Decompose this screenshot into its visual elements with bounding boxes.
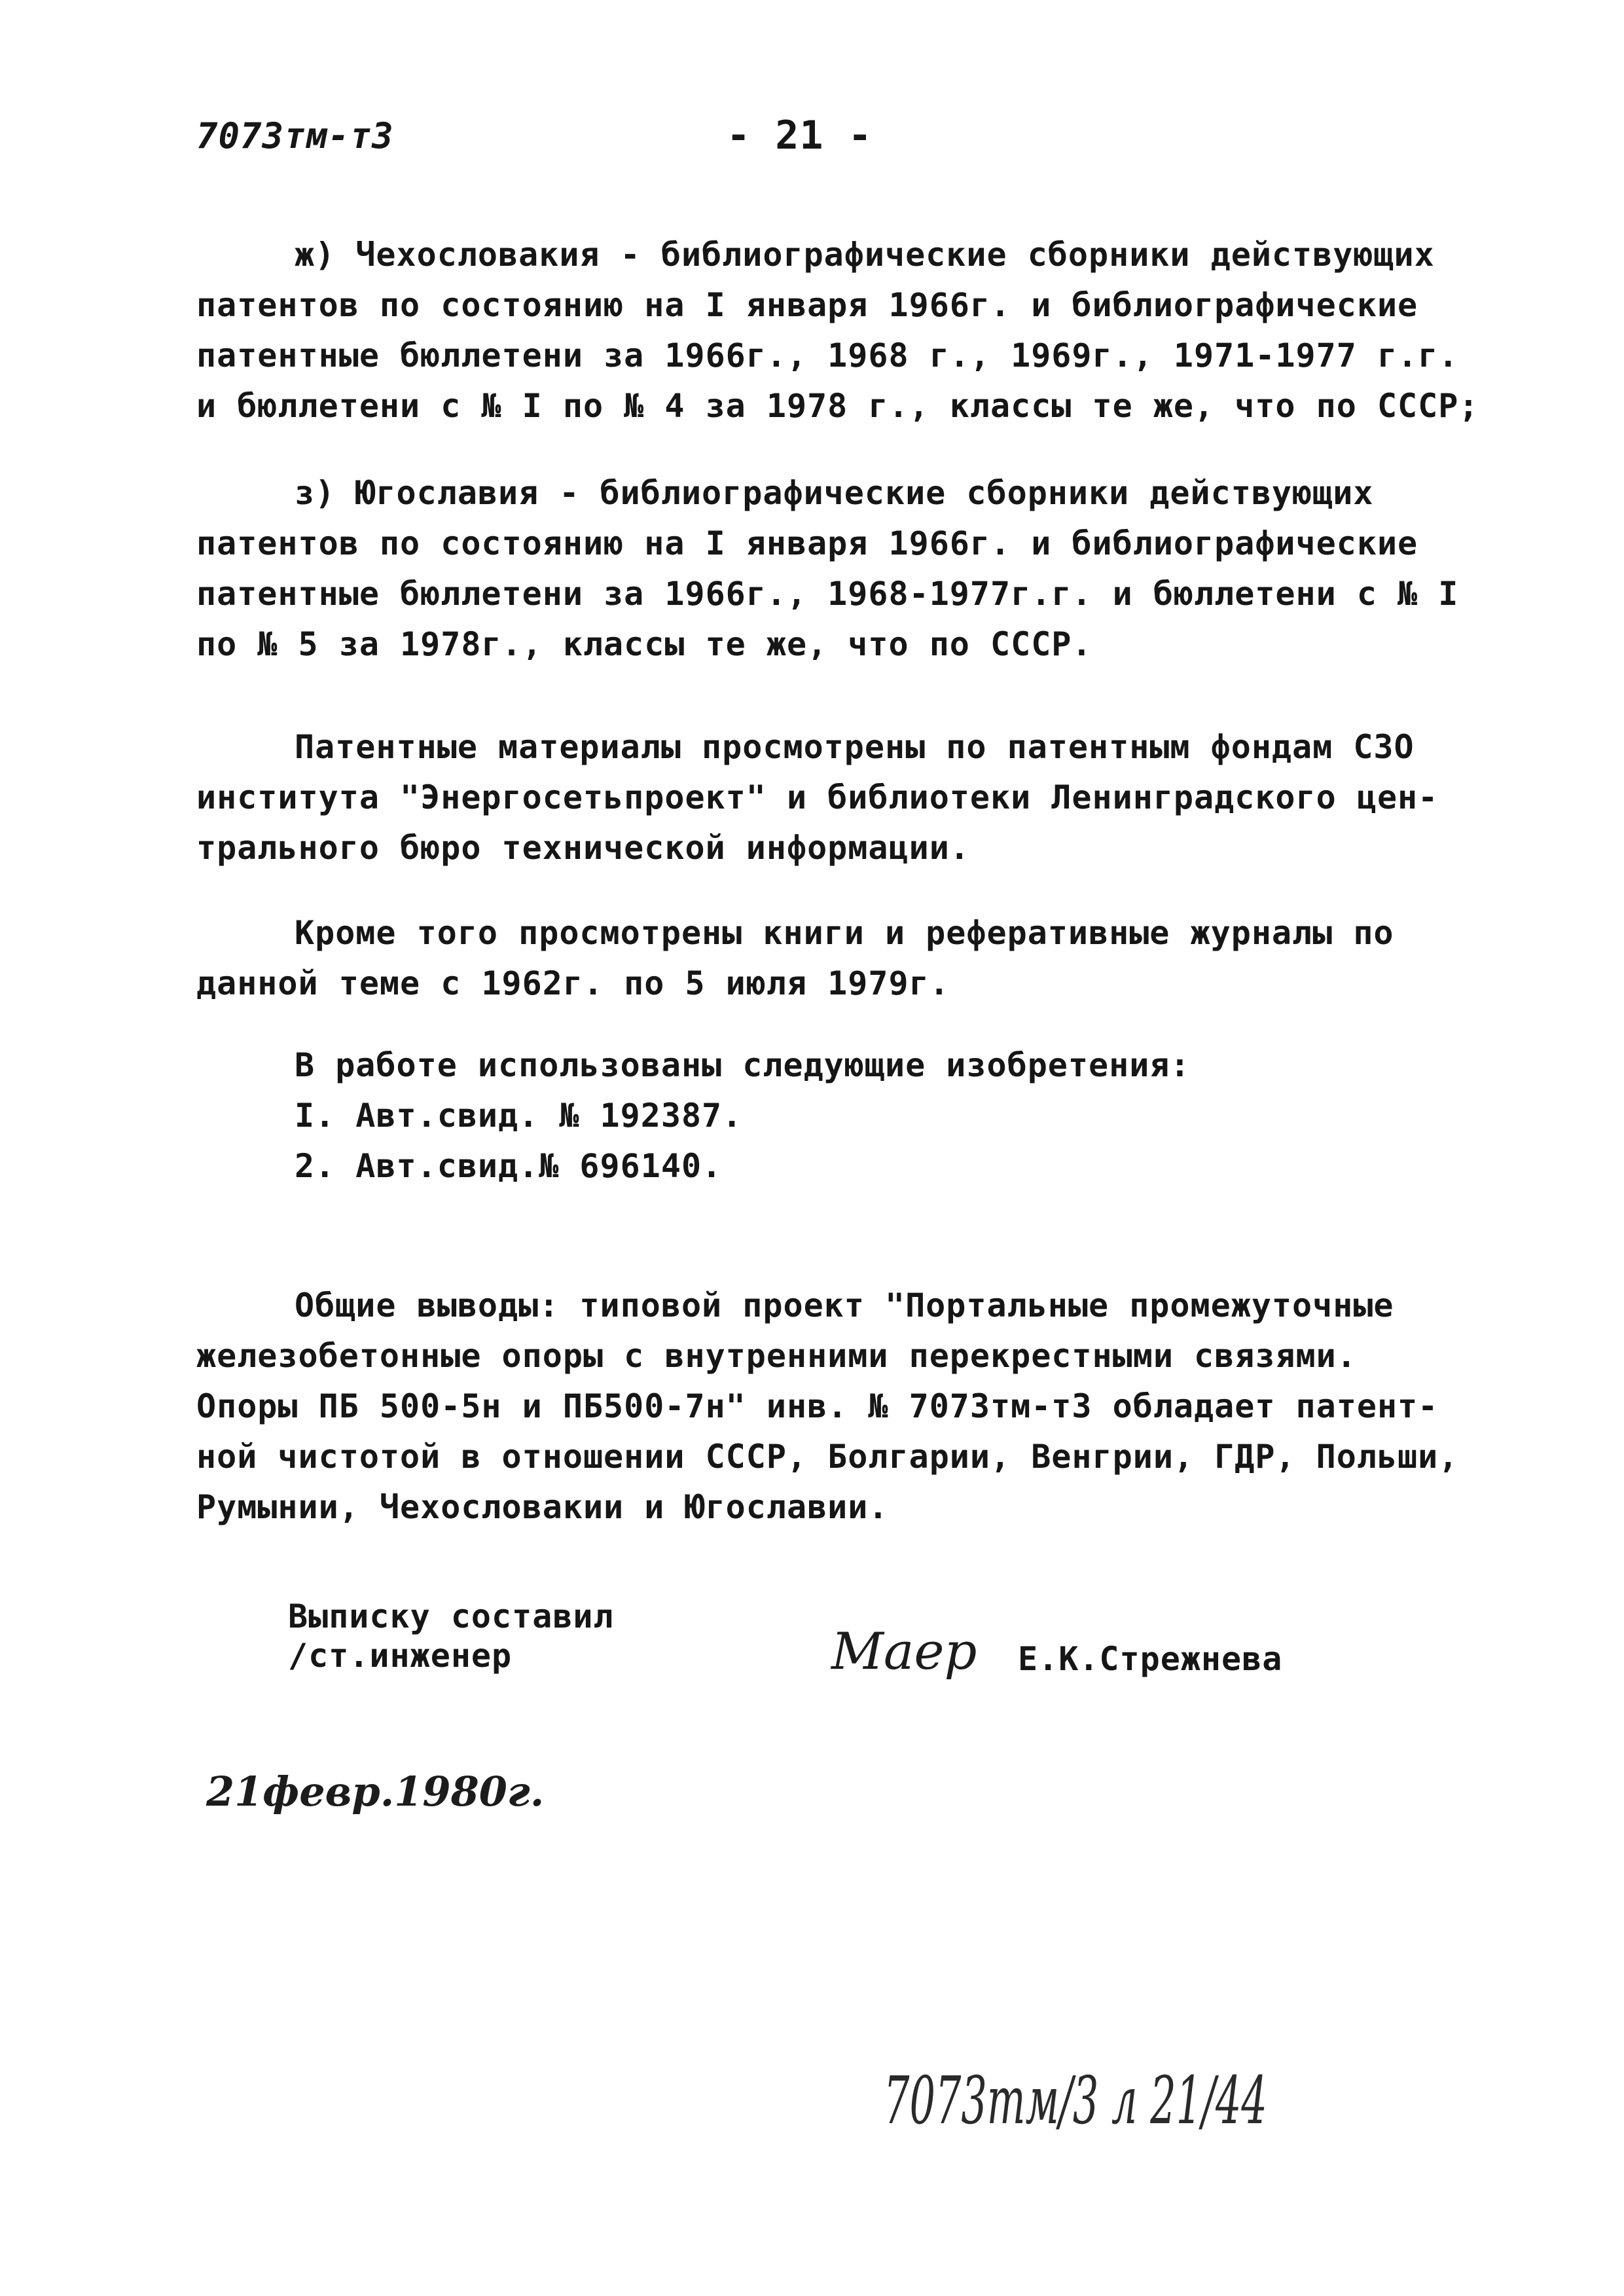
conclusions-line: Румынии, Чехословакии и Югославии. (196, 1488, 889, 1526)
section-czechoslovakia-line: патентов по состоянию на I января 1966г. и библиографические (196, 286, 1418, 324)
conclusions-line: железобетонные опоры с внутренними перекрестными связями. (196, 1337, 1357, 1375)
document-date: 21февр.1980г. (206, 1768, 545, 1815)
compiled-by-position: /ст.инженер (288, 1637, 513, 1675)
conclusions-line: Общие выводы: типовой проект "Портальные промежуточные (295, 1286, 1394, 1324)
materials-line: института "Энергосетьпроект" и библиотеки Ленинградского цен- (196, 778, 1439, 816)
additional-sources-line: данной теме с 1962г. по 5 июля 1979г. (196, 964, 950, 1002)
materials-line: трального бюро технической информации. (196, 829, 970, 867)
handwritten-signature: Маер (831, 1622, 977, 1681)
archive-mark: 7073тм/3 л 21/44 (884, 2062, 1267, 2139)
compiled-by-label: Выписку составил (288, 1597, 614, 1635)
section-yugoslavia-line: патентов по состоянию на I января 1966г. и библиографические (196, 524, 1418, 562)
additional-sources-line: Кроме того просмотрены книги и реферативные журналы по (295, 914, 1394, 952)
section-yugoslavia-line: з) Югославия - библиографические сборники действующих (295, 474, 1374, 512)
conclusions-line: ной чистотой в отношении СССР, Болгарии, Венгрии, ГДР, Польши, (196, 1438, 1459, 1476)
signer-name: Е.К.Стрежнева (1018, 1640, 1283, 1678)
section-czechoslovakia-line: и бюллетени с № I по № 4 за 1978 г., классы те же, что по СССР; (196, 387, 1479, 425)
materials-line: Патентные материалы просмотрены по патентным фондам СЗО (295, 728, 1415, 766)
section-yugoslavia-line: по № 5 за 1978г., классы те же, что по СССР. (196, 625, 1092, 663)
inventions-intro: В работе использованы следующие изобретения: (295, 1046, 1191, 1084)
section-yugoslavia-line: патентные бюллетени за 1966г., 1968-1977г.г. и бюллетени с № I (196, 575, 1459, 613)
section-czechoslovakia-line: ж) Чехословакия - библиографические сборники действующих (295, 236, 1435, 274)
page-number: - 21 - (727, 113, 873, 158)
section-czechoslovakia-line: патентные бюллетени за 1966г., 1968 г., 1969г., 1971-1977 г.г. (196, 337, 1459, 374)
document-code: 7073тм-т3 (196, 115, 394, 156)
conclusions-line: Опоры ПБ 500-5н и ПБ500-7н" инв. № 7073тм-т3 обладает патент- (196, 1387, 1439, 1425)
invention-item: 2. Авт.свид.№ 696140. (295, 1147, 723, 1185)
invention-item: I. Авт.свид. № 192387. (295, 1097, 743, 1135)
